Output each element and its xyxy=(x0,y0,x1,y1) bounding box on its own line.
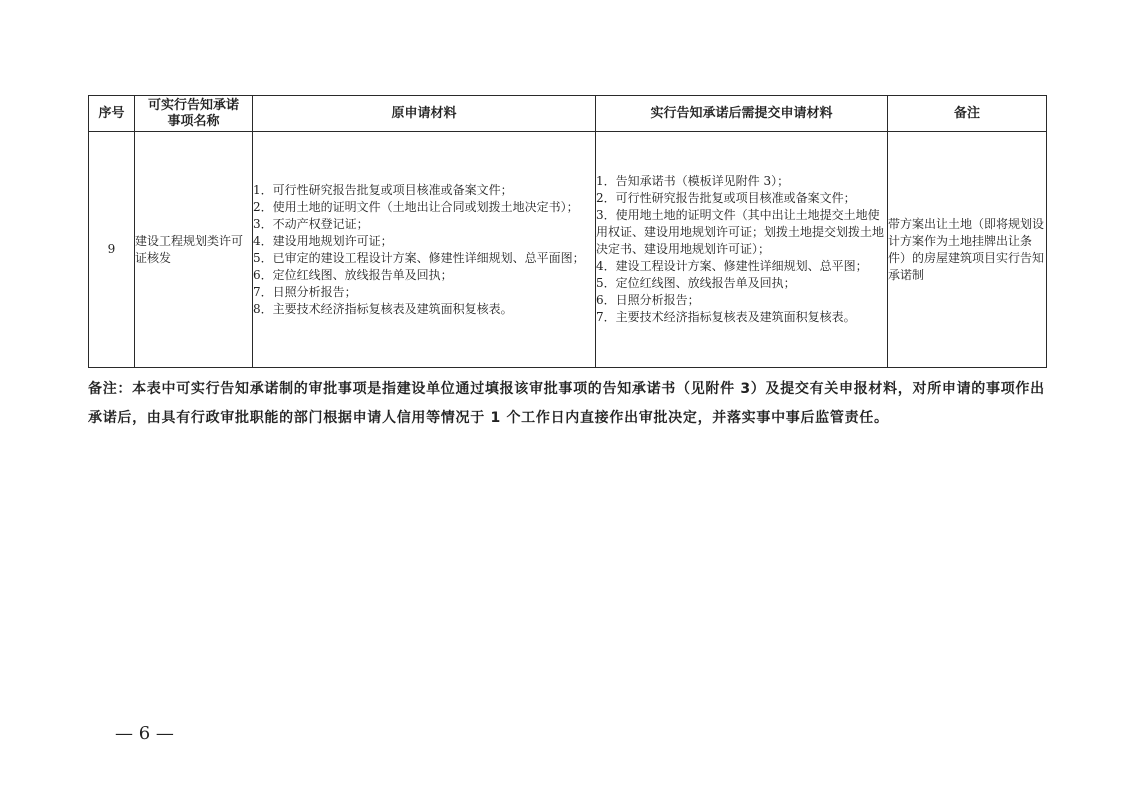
header-item-name xyxy=(135,96,253,132)
table-footnote: 备注：本表中可实行告知承诺制的审批事项是指建设单位通过填报该审批事项的告知承诺书（见附件 3）及提交有关申报材料，对所申请的事项作出承诺后，由具有行政审批职能的部门根据申请人信用等情况于 1 个工作日内直接作出审批决定，并落实事中事后监管责任。 xyxy=(88,381,1045,426)
cell-original-materials xyxy=(253,132,596,368)
header-item-name-line1: 可实行告知承诺 xyxy=(147,97,239,113)
cell-item-name: 建设工程规划类许可证核发 xyxy=(135,132,253,368)
cell-remarks: 带方案出让土地（即将规划设计方案作为土地挂牌出让条件）的房屋建筑项目实行告知承诺制 xyxy=(888,132,1047,368)
new-material-item: 7．主要技术经济指标复核表及建筑面积复核表。 xyxy=(596,310,856,324)
header-new-materials: 实行告知承诺后需提交申请材料 xyxy=(596,96,888,132)
header-serial-number: 序号 xyxy=(89,96,135,132)
new-material-item: 2．可行性研究报告批复或项目核准或备案文件； xyxy=(596,191,856,205)
original-material-item: 3．不动产权登记证； xyxy=(253,216,369,231)
original-material-item: 4．建设用地规划许可证； xyxy=(253,233,393,248)
table-header-row xyxy=(89,96,1047,132)
header-item-name-line2: 事项名称 xyxy=(167,113,220,129)
original-material-item: 5．已审定的建设工程设计方案、修建性详细规划、总平面图； xyxy=(253,250,585,265)
original-material-item: 7．日照分析报告； xyxy=(253,284,357,299)
new-material-item: 3．使用地土地的证明文件（其中出让土地提交土地使用权证、建设用地规划许可证；划拨土地提交划拨土地决定书、建设用地规划许可证）； xyxy=(596,208,885,256)
table-row xyxy=(89,132,1047,368)
original-material-item: 6．定位红线图、放线报告单及回执； xyxy=(253,267,453,282)
original-material-item: 1．可行性研究报告批复或项目核准或备案文件； xyxy=(253,182,513,197)
header-original-materials: 原申请材料 xyxy=(253,96,596,132)
original-material-item: 8．主要技术经济指标复核表及建筑面积复核表。 xyxy=(253,301,513,316)
new-material-item: 1．告知承诺书（模板详见附件 3）； xyxy=(596,174,790,188)
cell-new-materials xyxy=(596,132,888,368)
page-number: — 6 — xyxy=(115,723,174,744)
original-material-item: 2．使用土地的证明文件（土地出让合同或划拨土地决定书）； xyxy=(253,199,579,214)
header-remarks: 备注 xyxy=(888,96,1047,132)
new-material-item: 5．定位红线图、放线报告单及回执； xyxy=(596,276,796,290)
cell-serial-number: 9 xyxy=(89,132,135,368)
approval-items-table xyxy=(88,95,1047,368)
new-material-item: 4．建设工程设计方案、修建性详细规划、总平图； xyxy=(596,259,868,273)
new-material-item: 6．日照分析报告； xyxy=(596,293,700,307)
